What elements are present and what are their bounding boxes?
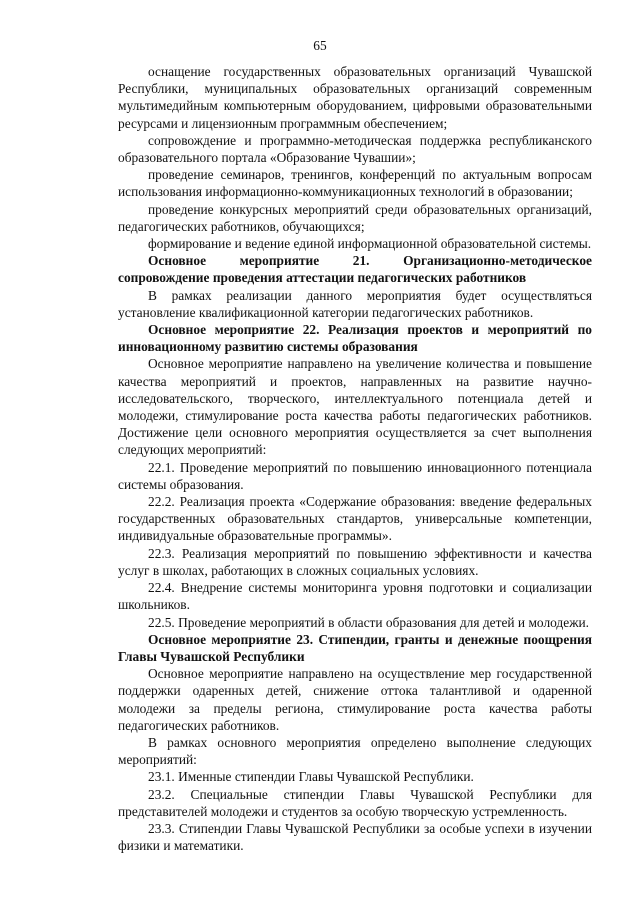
list-item: 22.3. Реализация мероприятий по повышению эффективности и качества услуг в школах, работающих в сложных социальных условиях. [118,545,592,578]
list-item: 23.3. Стипендии Главы Чувашской Республики за особые успехи в изучении физики и математики. [118,820,592,854]
paragraph: В рамках основного мероприятия определено выполнение следующих мероприятий: [118,734,592,768]
paragraph: оснащение государственных образовательных организаций Чувашской Республики, муниципальных образовательных организаций современным мультимедийным компьютерным оборудованием, цифровыми образовательными ресурсами и лицензионным программным обеспечением; [118,64,592,131]
document-body [118,63,592,854]
page-number: 65 [313,38,327,53]
section-heading: Основное мероприятие 22. Реализация проектов и мероприятий по инновационному развитию системы образования [118,322,592,355]
list-item: 23.2. Специальные стипендии Главы Чувашской Республики для представителей молодежи и студентов за особую творческую устремленность. [118,786,592,819]
paragraph: формирование и ведение единой информационной образовательной системы. [148,236,592,252]
list-item: 22.5. Проведение мероприятий в области образования для детей и молодежи. [148,614,589,630]
paragraph: сопровождение и программно-методическая поддержка республиканского образовательного портала «Образование Чувашии»; [118,132,592,166]
list-item: 22.2. Реализация проекта «Содержание образования: введение федеральных государственных образовательных стандартов, универсальные компетенции, индивидуальные образовательные программы». [118,494,592,544]
list-item: 22.1. Проведение мероприятий по повышению инновационного потенциала системы образования. [118,459,592,492]
paragraph: проведение конкурсных мероприятий среди образовательных организаций, педагогических работников, обучающихся; [118,201,592,234]
list-item: 23.1. Именные стипендии Главы Чувашской Республики. [148,769,474,785]
paragraph: проведение семинаров, тренингов, конференций по актуальным вопросам использования информационно-коммуникационных технологий в образовании; [118,167,592,200]
paragraph: В рамках реализации данного мероприятия будет осуществляться установление квалификационной категории педагогических работников. [118,287,592,320]
list-item: 22.4. Внедрение системы мониторинга уровня подготовки и социализации школьников. [118,580,592,613]
section-heading: Основное мероприятие 23. Стипендии, гранты и денежные поощрения Главы Чувашской Республики [118,631,592,664]
section-heading: Основное мероприятие 21. Организационно-методическое сопровождение проведения аттестации педагогических работников [118,253,592,286]
paragraph: Основное мероприятие направлено на осуществление мер государственной поддержки одаренных детей, снижение оттока талантливой и одаренной молодежи за пределы региона, стимулирование роста качества работы педагогических работников. [118,666,592,733]
paragraph: Основное мероприятие направлено на увеличение количества и повышение качества мероприятий и проектов, направленных на развитие научно-исследовательского, творческого, интеллектуального потенциала детей и молодежи, стимулирование роста качества работы педагогических работников. Достижение цели основного мероприятия осуществляется за счет выполнения следующих мероприятий: [118,356,592,458]
